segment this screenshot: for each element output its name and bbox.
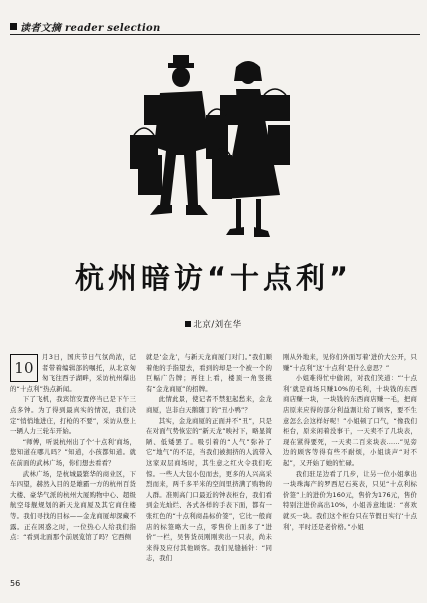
page-number: 56 (10, 579, 21, 588)
paragraph: 小姐难得忙中偷闲，对我们笑道：“‘十点利’就是商场只赚10%的毛利，十块钱的东西商店赚一块，一块钱的东西商店赚一毛，把商店原来应得的部分利益割让给了顾客，要不生意怎么会这样好呢！”小姐顿了口气，“像我们柜台，原来闲着没事干，一天卖不了几块表，现在紧得要死，一天卖二百来块表……”见旁边的顾客等得有些不耐烦，小姐谈声“对不起”，又开始了她的忙碌。 (283, 374, 417, 467)
drop-cap: 10 (10, 354, 38, 382)
header-square-icon (10, 23, 17, 30)
paragraph: “师傅，听说杭州出了个‘十点利’商场，您知道在哪儿吗？”知道，小孩都知道。就在前面的武林广场，你们想去看看？ (10, 437, 136, 467)
byline-text: 北京/刘在华 (193, 320, 242, 330)
paragraph: 武林广场，是杭城最繁华的商业区，下车四望，赫然入目的是雄霸一方的杭州百货大楼、豪华气派的杭州大厦购物中心、超级航空母舰规划的新天龙商厦及其它商住楼等。我们寻找的目标——金龙商厦却深藏不露。正在困惑之时，一位热心人给我们指点：“看到北面那个前展览馆了吗？它西侧 (10, 469, 136, 542)
header-label: 读者文摘 reader selection (20, 23, 161, 34)
paragraph: 此情此景，使记者不禁犯起愁来，金龙商厦，岂非白天鹅随丁的“丑小鸭”？ (146, 395, 272, 414)
paragraph: 就是‘金龙’，与新天龙商厦门对门。”我们顺着他的手指望去，看到的却是一个被一个的巨幅广告牌；再往上看，楼顶一角竖挑有“金龙商厦”的招牌。 (146, 353, 272, 393)
section-header (10, 16, 420, 35)
paragraph: 月3日，国庆节日气氛尚浓，记者带着编辑部的嘱托，从北京匆匆飞往西子湖畔，采访杭州爆出的“十点利”热点新闻。 (10, 353, 136, 393)
article-title: 杭州暗访“十点利” (74, 261, 353, 295)
article-byline (0, 318, 427, 330)
article-column-3 (283, 352, 417, 532)
paragraph: 我们驻足边看了几步，让另一位小姐拿出一块珠海产的罗西尼石英表，只见“十点利标价签”上的进价为160元，售价为176元，售价特别注进价高出10%，小姐善意地说：“喜欢就买一块。我们这个柜台只在节假日实行‘十点利’，平时还是老价格。”小姐 (283, 469, 417, 531)
paragraph: 下了飞机，我宾馆安置停当已是下午三点多钟。为了得到最真实的情况，我们决定“悄悄地进庄，打枪的不要”，采访从登上一辆人力三轮车开始。 (10, 395, 136, 436)
paragraph: 刚从外地来，见你们外面写着‘进价大公开，只赚“十点利”这‘十点利’是什么意思？” (283, 353, 417, 372)
paragraph: 其实，金龙商厦的正面并不“丑”，只是在对面气势恢宏的“新天龙”映衬下，略显简陋、低矮罢了。吸引着的“人气”弥补了它“地气”的不足，当我们被拥挤的人流带入这家双层商场时，其生意之红火令我们吃惊。一些人大包小包而去，更多的人兴高采烈而来，两千多平米的空间里挤满了购物的人群。准则高门口最近的钟表柜台，我们看到金光灿烂、各式各样的手表下面，都有一张红色的“十点利商品标价签”，它比一般商店的标签略大一点，零售价上面多了“进价”一栏，吴售货员刚刚卖出一只表，尚未来得及应付其他顾客。我们见缝插针：“同志，我们 (146, 416, 272, 563)
shopping-couple-silhouette-icon (120, 55, 310, 250)
article-column-1 (10, 352, 136, 543)
byline-square-icon (185, 321, 191, 327)
article-column-2 (146, 352, 272, 564)
